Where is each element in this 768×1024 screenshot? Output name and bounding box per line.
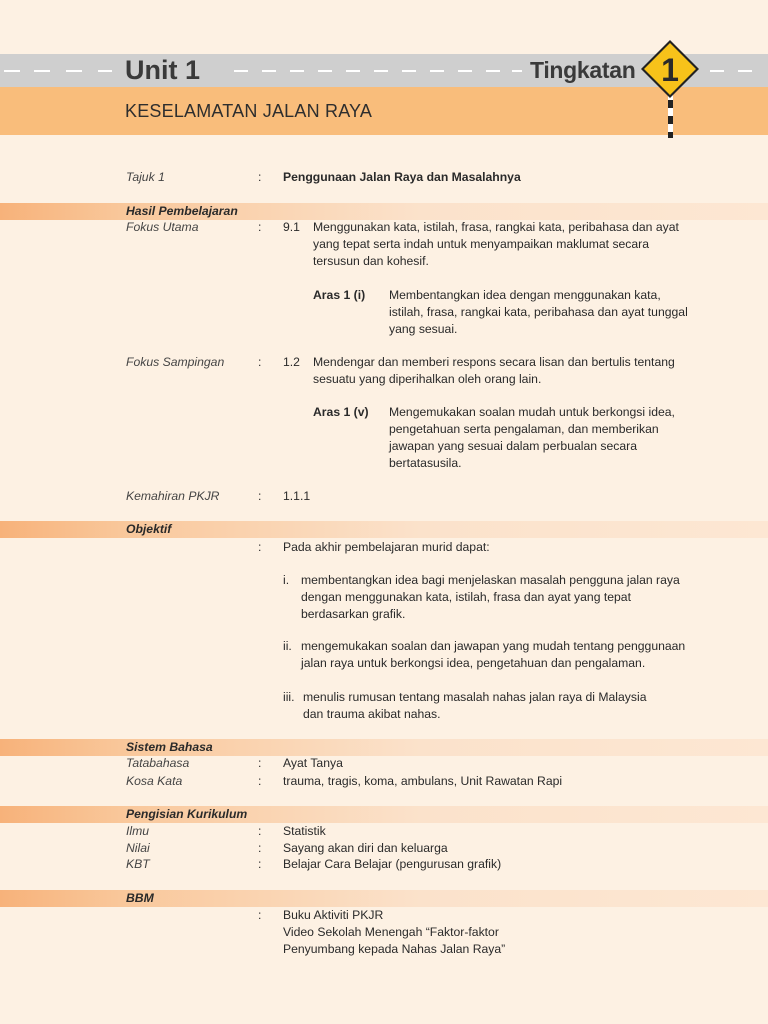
objektif-item xyxy=(301,638,685,672)
aras-text xyxy=(389,287,688,338)
tajuk-value: Penggunaan Jalan Raya dan Masalahnya xyxy=(283,170,521,184)
text-line: Penyumbang kepada Nahas Jalan Raya” xyxy=(283,942,506,956)
section-title-pengisian: Pengisian Kurikulum xyxy=(126,807,248,821)
fokus-utama-number: 9.1 xyxy=(283,220,300,234)
fokus-utama-text xyxy=(313,219,679,270)
kemahiran-value: 1.1.1 xyxy=(283,489,311,503)
aras-text xyxy=(389,404,675,472)
fokus-sampingan-text xyxy=(313,354,675,388)
road-dash xyxy=(430,70,444,72)
kosa-kata-value: trauma, tragis, koma, ambulans, Unit Rawatan Rapi xyxy=(283,774,563,788)
ilmu-label: Ilmu xyxy=(126,824,150,838)
kbt-value: Belajar Cara Belajar (pengurusan grafik) xyxy=(283,857,502,871)
text-line: Mengemukakan soalan mudah untuk berkongsi idea, xyxy=(389,405,675,419)
text-line: jawapan yang sesuai dalam perbualan secara xyxy=(389,439,637,453)
text-line: jalan raya untuk berkongsi idea, pengetahuan dan pengalaman. xyxy=(301,656,646,670)
text-line: yang tepat serta indah untuk menyampaikan maklumat secara xyxy=(313,237,650,251)
road-dash xyxy=(262,70,276,72)
objektif-number: iii. xyxy=(283,690,295,704)
section-bar xyxy=(0,203,768,220)
bbm-list xyxy=(283,907,505,958)
road-sign-icon xyxy=(640,38,704,138)
objektif-number: ii. xyxy=(283,639,292,653)
text-line: menulis rumusan tentang masalah nahas jalan raya di Malaysia xyxy=(303,690,647,704)
road-dash xyxy=(318,70,332,72)
text-line: istilah, frasa, rangkai kata, peribahasa dan ayat tunggal xyxy=(389,305,688,319)
colon: : xyxy=(258,489,262,503)
fokus-utama-label: Fokus Utama xyxy=(126,220,199,234)
road-dash xyxy=(4,70,20,72)
text-line: membentangkan idea bagi menjelaskan masalah pengguna jalan raya xyxy=(301,573,680,587)
text-line: dan trauma akibat nahas. xyxy=(303,707,441,721)
tajuk-label: Tajuk 1 xyxy=(126,170,165,184)
objektif-intro: Pada akhir pembelajaran murid dapat: xyxy=(283,540,490,554)
colon: : xyxy=(258,857,262,871)
road-dash xyxy=(486,70,500,72)
road-dash xyxy=(374,70,388,72)
fokus-sampingan-label: Fokus Sampingan xyxy=(126,355,225,369)
unit-title: Unit 1 xyxy=(125,55,201,85)
road-dash xyxy=(234,70,248,72)
objektif-item xyxy=(301,572,680,623)
colon: : xyxy=(258,355,262,369)
text-line: sesuatu yang diperihalkan oleh orang lain. xyxy=(313,372,542,386)
section-bar xyxy=(0,521,768,538)
tatabahasa-label: Tatabahasa xyxy=(126,756,190,770)
tingkatan-label: Tingkatan xyxy=(530,57,636,83)
road-dash xyxy=(346,70,360,72)
road-dash xyxy=(290,70,304,72)
kosa-kata-label: Kosa Kata xyxy=(126,774,183,788)
text-line: Menggunakan kata, istilah, frasa, rangkai kata, peribahasa dan ayat xyxy=(313,220,679,234)
colon: : xyxy=(258,824,262,838)
fokus-sampingan-number: 1.2 xyxy=(283,355,300,369)
colon: : xyxy=(258,841,262,855)
text-line: pengetahuan serta pengalaman, dan memberikan xyxy=(389,422,659,436)
section-bar xyxy=(0,806,768,823)
text-line: mengemukakan soalan dan jawapan yang mudah tentang penggunaan xyxy=(301,639,686,653)
colon: : xyxy=(258,756,262,770)
road-dash xyxy=(512,70,522,72)
kbt-label: KBT xyxy=(126,857,150,871)
section-title-objektif: Objektif xyxy=(126,522,172,536)
text-line: berdasarkan grafik. xyxy=(301,607,406,621)
colon: : xyxy=(258,540,262,554)
section-bar xyxy=(0,890,768,907)
objektif-number: i. xyxy=(283,573,290,587)
ilmu-value: Statistik xyxy=(283,824,326,838)
tatabahasa-value: Ayat Tanya xyxy=(283,756,343,770)
road-dash xyxy=(458,70,472,72)
section-title-hasil: Hasil Pembelajaran xyxy=(126,204,238,218)
road-dash xyxy=(402,70,416,72)
tingkatan-number: 1 xyxy=(661,52,679,88)
section-bar xyxy=(0,739,768,756)
road-dash xyxy=(34,70,50,72)
text-line: tersusun dan kohesif. xyxy=(313,254,429,268)
text-line: bertatasusila. xyxy=(389,456,462,470)
nilai-value: Sayang akan diri dan keluarga xyxy=(283,841,448,855)
road-dash xyxy=(710,70,724,72)
road-dash xyxy=(98,70,112,72)
aras-label: Aras 1 (v) xyxy=(313,405,369,419)
section-title-bbm: BBM xyxy=(126,891,154,905)
colon: : xyxy=(258,908,262,922)
aras-label: Aras 1 (i) xyxy=(313,288,366,302)
text-line: Buku Aktiviti PKJR xyxy=(283,908,384,922)
kemahiran-label: Kemahiran PKJR xyxy=(126,489,220,503)
road-dash xyxy=(66,70,82,72)
objektif-item xyxy=(303,689,646,723)
colon: : xyxy=(258,170,262,184)
text-line: dengan menggunakan kata, istilah, frasa dan ayat yang tepat xyxy=(301,590,631,604)
section-title-sistem: Sistem Bahasa xyxy=(126,740,213,754)
road-dash xyxy=(738,70,752,72)
text-line: Membentangkan idea dengan menggunakan kata, xyxy=(389,288,661,302)
colon: : xyxy=(258,774,262,788)
colon: : xyxy=(258,220,262,234)
unit-subtitle: KESELAMATAN JALAN RAYA xyxy=(125,101,373,121)
text-line: yang sesuai. xyxy=(389,322,458,336)
text-line: Mendengar dan memberi respons secara lisan dan bertulis tentang xyxy=(313,355,675,369)
text-line: Video Sekolah Menengah “Faktor-faktor xyxy=(283,925,499,939)
nilai-label: Nilai xyxy=(126,841,150,855)
